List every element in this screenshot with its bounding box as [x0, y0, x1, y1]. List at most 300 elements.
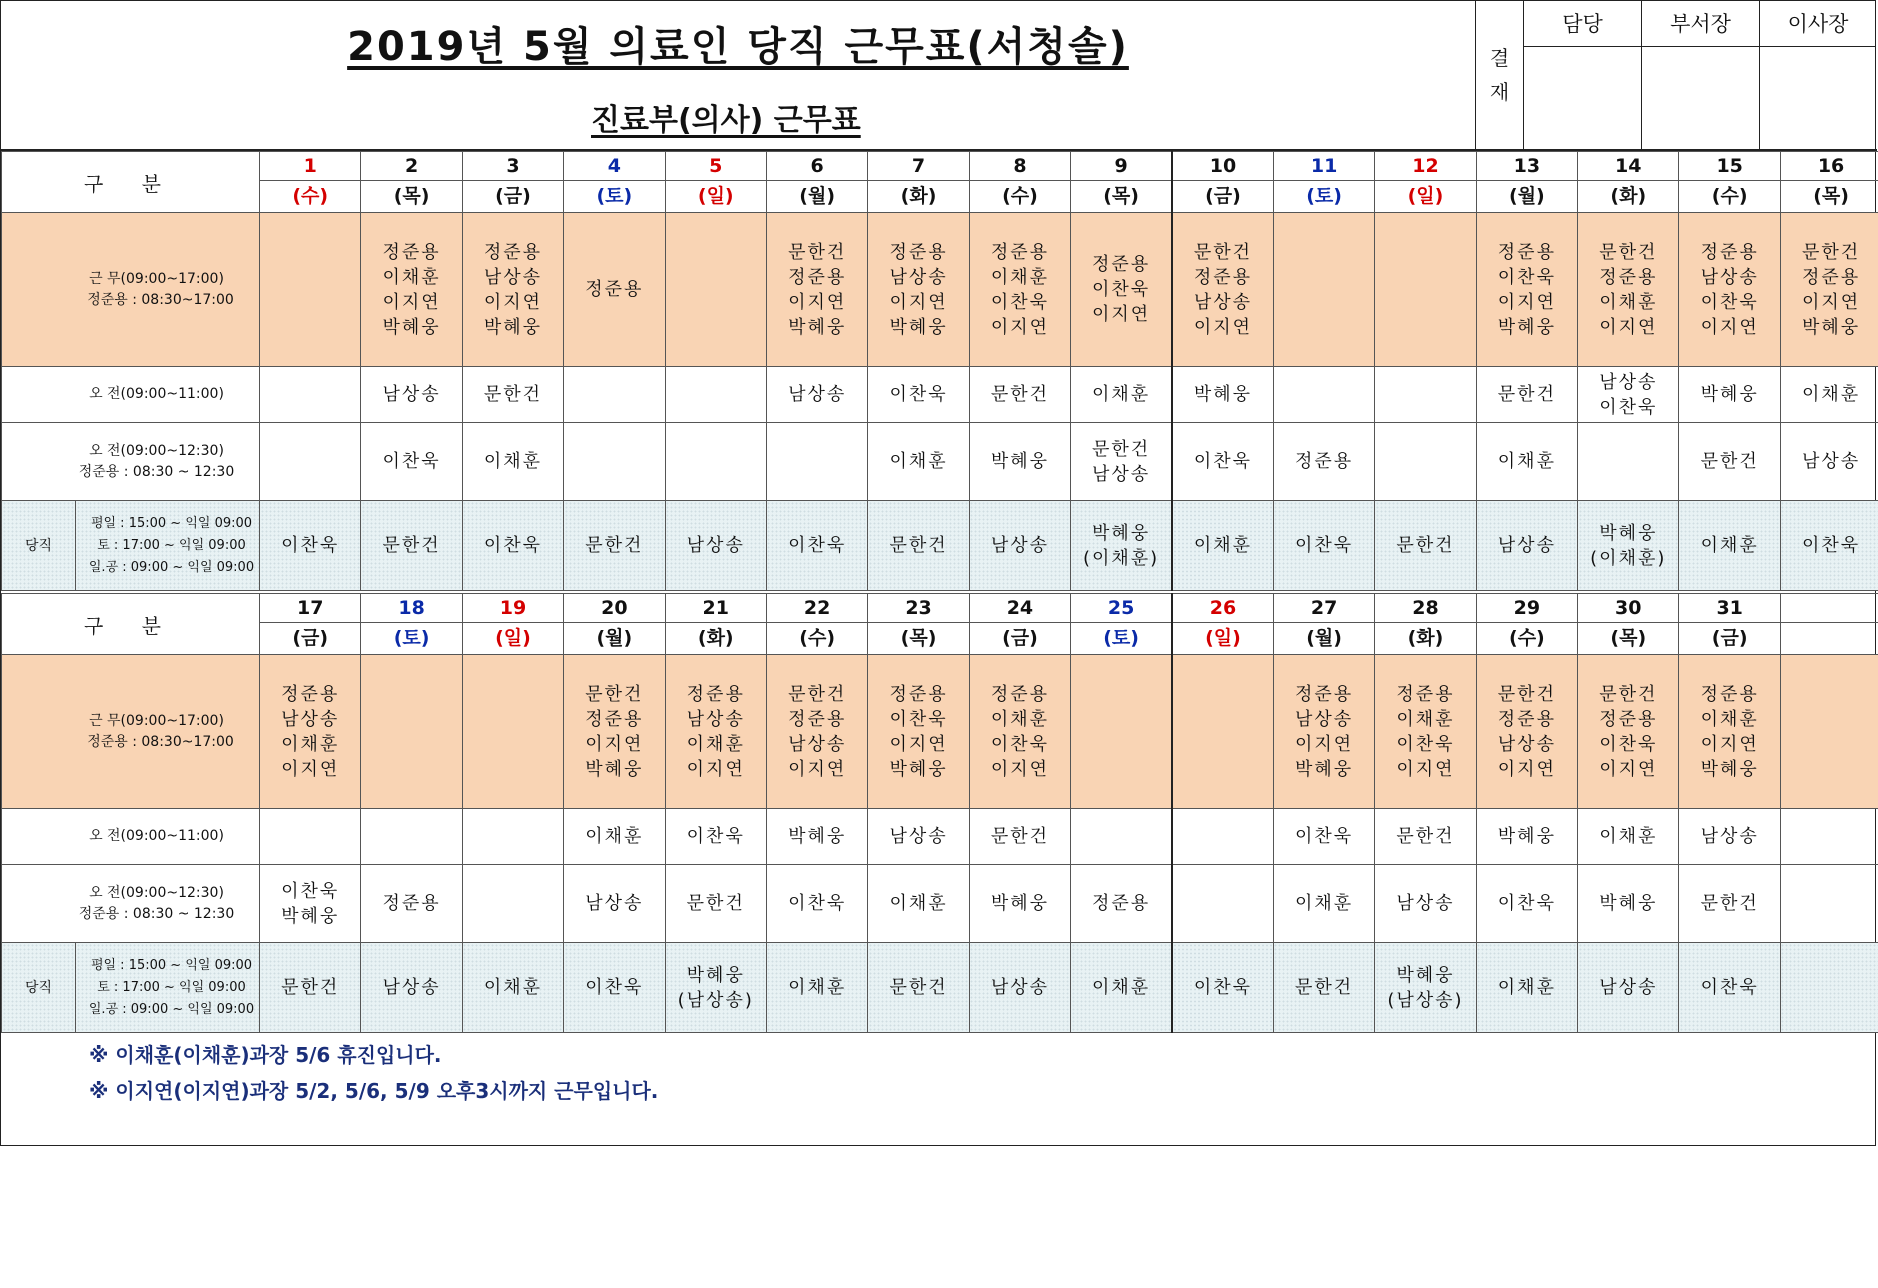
staff-name: (이채훈) — [1082, 547, 1160, 569]
schedule-cell[interactable] — [462, 865, 563, 943]
schedule-cell[interactable] — [1578, 943, 1679, 1033]
weekday-row — [2, 181, 1878, 213]
schedule-cell[interactable] — [665, 367, 766, 423]
staff-name: 박혜웅 — [1599, 522, 1658, 544]
staff-name: 박혜웅 — [1193, 384, 1253, 405]
day-number: 20 — [564, 594, 665, 623]
staff-name: 박혜웅 — [1599, 893, 1658, 914]
staff-name: 이채훈 — [788, 977, 847, 998]
day-number: 11 — [1273, 152, 1374, 181]
staff-name: 문한건 — [281, 977, 340, 998]
day-number — [1780, 594, 1878, 623]
schedule-cell[interactable] — [1273, 865, 1374, 943]
morning1-hours: 오 전(09:00~11:00) — [89, 386, 224, 402]
staff-name: 정준용 — [686, 683, 745, 705]
schedule-cell[interactable] — [1273, 655, 1374, 809]
schedule-cell[interactable] — [868, 865, 969, 943]
staff-name: 남상송 — [788, 733, 847, 755]
staff-name: 이지연 — [788, 758, 847, 780]
morning1-label — [2, 809, 260, 865]
staff-name: 정준용 — [1599, 266, 1658, 288]
schedule-cell[interactable] — [766, 865, 867, 943]
staff-name: 남상송 — [382, 384, 441, 405]
schedule-cell[interactable] — [260, 943, 361, 1033]
schedule-cell[interactable] — [361, 367, 462, 423]
day-number: 1 — [260, 152, 361, 181]
schedule-cell[interactable] — [1578, 213, 1679, 367]
staff-name: 이찬욱 — [1599, 396, 1658, 418]
duty-times — [76, 943, 260, 1033]
staff-name: 박혜웅 — [1497, 316, 1556, 338]
schedule-cell[interactable] — [1375, 943, 1476, 1033]
schedule-cell[interactable] — [1780, 655, 1878, 809]
schedule-cell[interactable] — [665, 501, 766, 591]
page-subtitle: 진료부(의사) 근무표 — [591, 103, 861, 138]
staff-name: 이채훈 — [1599, 826, 1658, 847]
schedule-cell[interactable] — [969, 943, 1070, 1033]
staff-name: 정준용 — [889, 683, 948, 705]
staff-name: 박혜웅 — [990, 451, 1050, 472]
staff-name: 이지연 — [889, 733, 948, 755]
staff-name: 남상송 — [1801, 451, 1861, 472]
schedule-cell[interactable] — [766, 367, 867, 423]
staff-name: (남상송) — [677, 989, 754, 1011]
day-number: 2 — [361, 152, 462, 181]
schedule-cell[interactable] — [1578, 809, 1679, 865]
header-area — [1, 1, 1475, 151]
schedule-cell[interactable] — [1172, 501, 1273, 591]
staff-name: 박혜웅 — [1700, 384, 1759, 405]
schedule-cell[interactable] — [868, 943, 969, 1033]
schedule-cell[interactable] — [1071, 501, 1172, 591]
staff-name: 문한건 — [1091, 438, 1151, 460]
staff-name: 박혜웅 — [1700, 758, 1759, 780]
weekday: (토) — [1273, 181, 1374, 213]
staff-name: 이지연 — [1599, 316, 1658, 338]
schedule-cell[interactable] — [1679, 865, 1780, 943]
duty-time-line: 일.공 : 09:00 ~ 익일 09:00 — [88, 1001, 255, 1017]
schedule-cell[interactable] — [564, 501, 665, 591]
schedule-cell[interactable] — [1172, 943, 1273, 1033]
schedule-cell[interactable] — [564, 943, 665, 1033]
schedule-cell[interactable] — [665, 943, 766, 1033]
schedule-cell[interactable] — [260, 213, 361, 367]
staff-name: 이찬욱 — [1700, 291, 1759, 313]
schedule-cell[interactable] — [665, 213, 766, 367]
staff-name: 문한건 — [1497, 384, 1556, 405]
schedule-cell[interactable] — [1071, 367, 1172, 423]
staff-name: 문한건 — [1599, 241, 1658, 263]
morning2-label — [2, 865, 260, 943]
staff-name: 박혜웅 — [990, 893, 1050, 914]
schedule-cell[interactable] — [665, 423, 766, 501]
schedule-cell[interactable] — [969, 423, 1070, 501]
staff-name: 남상송 — [1091, 463, 1151, 485]
staff-name: 이찬욱 — [788, 893, 847, 914]
staff-name: 정준용 — [1295, 683, 1354, 705]
schedule-cell[interactable] — [969, 865, 1070, 943]
schedule-cell[interactable] — [1578, 423, 1679, 501]
schedule-cell[interactable] — [1071, 423, 1172, 501]
day-number: 18 — [361, 594, 462, 623]
schedule-cell[interactable] — [1679, 423, 1780, 501]
staff-name: 정준용 — [1193, 266, 1253, 288]
schedule-cell[interactable] — [1172, 865, 1273, 943]
schedule-cell[interactable] — [564, 213, 665, 367]
schedule-cell[interactable] — [361, 213, 462, 367]
staff-name: 정준용 — [788, 708, 847, 730]
note-item: ※ 이지연(이지연)과장 5/2, 5/6, 5/9 오후3시까지 근무입니다. — [89, 1079, 659, 1103]
gubun-label: 구 분 — [2, 152, 260, 213]
schedule-cell[interactable] — [1273, 367, 1374, 423]
staff-name: 문한건 — [1193, 241, 1253, 263]
weekday: (토) — [1071, 623, 1172, 655]
staff-name: 박혜웅 — [1801, 316, 1861, 338]
schedule-cell[interactable] — [1679, 501, 1780, 591]
staff-name: 이채훈 — [1497, 451, 1556, 472]
morning-row-1 — [2, 809, 1878, 865]
schedule-cell[interactable] — [1476, 367, 1577, 423]
schedule-cell[interactable] — [1780, 501, 1878, 591]
staff-name: 남상송 — [1599, 977, 1658, 998]
schedule-cell[interactable] — [361, 655, 462, 809]
schedule-cell[interactable] — [1172, 367, 1273, 423]
schedule-cell[interactable] — [361, 809, 462, 865]
staff-name: 이채훈 — [1700, 535, 1759, 556]
approval-col-chairman[interactable]: 이사장 — [1760, 1, 1876, 149]
staff-name: 이지연 — [1396, 758, 1455, 780]
schedule-cell[interactable] — [1780, 213, 1878, 367]
staff-name: 박혜웅 — [483, 316, 543, 338]
schedule-cell[interactable] — [969, 655, 1070, 809]
schedule-cell[interactable] — [462, 367, 563, 423]
weekday: (월) — [564, 623, 665, 655]
staff-name: 이찬욱 — [990, 733, 1050, 755]
schedule-cell[interactable] — [1780, 943, 1878, 1033]
schedule-cell[interactable] — [766, 213, 867, 367]
staff-name: 박혜웅 — [382, 316, 441, 338]
staff-name: 문한건 — [1700, 893, 1759, 914]
staff-name: 이채훈 — [281, 733, 340, 755]
staff-name: 남상송 — [382, 977, 441, 998]
schedule-cell[interactable] — [1273, 501, 1374, 591]
schedule-cell[interactable] — [361, 423, 462, 501]
schedule-cell[interactable] — [766, 943, 867, 1033]
schedule-cell[interactable] — [1375, 501, 1476, 591]
schedule-cell[interactable] — [564, 367, 665, 423]
schedule-cell[interactable] — [564, 809, 665, 865]
schedule-cell[interactable] — [1071, 865, 1172, 943]
weekday: (토) — [564, 181, 665, 213]
gubun-label: 구 분 — [2, 594, 260, 655]
schedule-cell[interactable] — [564, 655, 665, 809]
work-row-label — [2, 213, 260, 367]
staff-name: (남상송) — [1387, 989, 1464, 1011]
schedule-cell[interactable] — [665, 809, 766, 865]
schedule-cell[interactable] — [1273, 423, 1374, 501]
staff-name: 이찬욱 — [1801, 535, 1861, 556]
staff-name: 이지연 — [1193, 316, 1253, 338]
schedule-cell[interactable] — [868, 501, 969, 591]
staff-name: 문한건 — [889, 977, 948, 998]
schedule-cell[interactable] — [1476, 655, 1577, 809]
schedule-cell[interactable] — [361, 501, 462, 591]
day-number: 17 — [260, 594, 361, 623]
staff-name: 이지연 — [990, 316, 1050, 338]
duty-label: 당직 — [2, 943, 76, 1033]
staff-name: 문한건 — [1396, 535, 1455, 556]
schedule-cell[interactable] — [766, 655, 867, 809]
schedule-cell[interactable] — [969, 213, 1070, 367]
weekday: (수) — [1679, 181, 1780, 213]
schedule-cell[interactable] — [1375, 213, 1476, 367]
schedule-cell[interactable] — [462, 809, 563, 865]
morning1-hours: 오 전(09:00~11:00) — [89, 828, 224, 844]
schedule-cell[interactable] — [462, 423, 563, 501]
schedule-cell[interactable] — [260, 865, 361, 943]
duty-row — [2, 501, 1878, 591]
staff-name: 박혜웅 — [1091, 522, 1151, 544]
staff-name: 이채훈 — [889, 451, 948, 472]
schedule-cell[interactable] — [1172, 809, 1273, 865]
weekday: (일) — [1375, 181, 1476, 213]
schedule-cell[interactable] — [868, 367, 969, 423]
duty-row — [2, 943, 1878, 1033]
schedule-cell[interactable] — [1679, 943, 1780, 1033]
work-hours-label: 근 무(09:00~17:00) — [89, 712, 224, 729]
schedule-cell[interactable] — [1780, 809, 1878, 865]
staff-name: 남상송 — [1193, 291, 1253, 313]
staff-name: 박혜웅 — [889, 316, 948, 338]
staff-name: 이찬욱 — [788, 535, 847, 556]
staff-name: 남상송 — [281, 708, 340, 730]
day-number: 24 — [969, 594, 1070, 623]
morning2-hours: 오 전(09:00~12:30) — [89, 442, 224, 459]
schedule-cell[interactable] — [1071, 809, 1172, 865]
staff-name: 이찬욱 — [1091, 279, 1151, 300]
schedule-cell[interactable] — [1578, 865, 1679, 943]
staff-name: 이지연 — [889, 291, 948, 313]
day-number: 4 — [564, 152, 665, 181]
weekday: (일) — [1172, 623, 1273, 655]
weekday: (수) — [766, 623, 867, 655]
schedule-cell[interactable] — [462, 213, 563, 367]
staff-name: 이찬욱 — [585, 977, 644, 998]
schedule-cell[interactable] — [969, 501, 1070, 591]
week-table-2 — [1, 593, 1878, 1033]
schedule-cell[interactable] — [564, 423, 665, 501]
staff-name: 정준용 — [788, 266, 847, 288]
schedule-cell[interactable] — [1780, 367, 1878, 423]
staff-name: 이찬욱 — [1497, 893, 1556, 914]
schedule-cell[interactable] — [868, 213, 969, 367]
weekday: (일) — [665, 181, 766, 213]
approval-box — [1475, 1, 1877, 151]
staff-name: 정준용 — [585, 279, 644, 300]
weekday — [1780, 623, 1878, 655]
schedule-cell[interactable] — [1679, 655, 1780, 809]
schedule-cell[interactable] — [1273, 943, 1374, 1033]
weekday: (화) — [1578, 181, 1679, 213]
staff-name: 남상송 — [1599, 371, 1658, 393]
schedule-cell[interactable] — [462, 501, 563, 591]
staff-name: 이채훈 — [1497, 977, 1556, 998]
staff-name: 박혜웅 — [889, 758, 948, 780]
weekday: (토) — [361, 623, 462, 655]
schedule-cell[interactable] — [766, 501, 867, 591]
staff-name: 이지연 — [1700, 733, 1759, 755]
staff-name: 정준용 — [1396, 683, 1455, 705]
schedule-cell[interactable] — [1780, 423, 1878, 501]
staff-name: 문한건 — [788, 683, 847, 705]
weekday: (금) — [969, 623, 1070, 655]
staff-name: 문한건 — [990, 384, 1050, 405]
schedule-cell[interactable] — [665, 865, 766, 943]
schedule-cell[interactable] — [1375, 367, 1476, 423]
schedule-cell[interactable] — [1375, 809, 1476, 865]
staff-name: 박혜웅 — [1497, 826, 1556, 847]
staff-name: 문한건 — [1295, 977, 1354, 998]
duty-time-line: 토 : 17:00 ~ 익일 09:00 — [97, 537, 246, 553]
staff-name: 남상송 — [483, 266, 543, 288]
schedule-cell[interactable] — [1071, 943, 1172, 1033]
staff-name: 이채훈 — [483, 451, 543, 472]
staff-name: 이채훈 — [1193, 535, 1253, 556]
schedule-cell[interactable] — [1679, 213, 1780, 367]
schedule-cell[interactable] — [1476, 423, 1577, 501]
staff-name: 문한건 — [1700, 451, 1759, 472]
schedule-cell[interactable] — [1578, 501, 1679, 591]
schedule-cell[interactable] — [361, 865, 462, 943]
schedule-cell[interactable] — [462, 655, 563, 809]
staff-name: 박혜웅 — [686, 964, 745, 986]
weekday: (금) — [260, 623, 361, 655]
schedule-cell[interactable] — [462, 943, 563, 1033]
approval-col-staff[interactable]: 담당 — [1524, 1, 1642, 149]
schedule-cell[interactable] — [1375, 423, 1476, 501]
day-number: 6 — [766, 152, 867, 181]
staff-name: 이찬욱 — [1599, 733, 1658, 755]
approval-col-dept-head[interactable]: 부서장 — [1642, 1, 1760, 149]
schedule-cell[interactable] — [260, 655, 361, 809]
schedule-cell[interactable] — [868, 655, 969, 809]
staff-name: 정준용 — [990, 683, 1050, 705]
staff-name: 남상송 — [1700, 826, 1759, 847]
schedule-cell[interactable] — [361, 943, 462, 1033]
schedule-cell[interactable] — [260, 423, 361, 501]
schedule-cell[interactable] — [1476, 865, 1577, 943]
weekday: (금) — [1679, 623, 1780, 655]
staff-name: 이채훈 — [1396, 708, 1455, 730]
morning2-exception: 정준용 : 08:30 ~ 12:30 — [78, 905, 235, 922]
schedule-cell[interactable] — [1375, 655, 1476, 809]
staff-name: 남상송 — [889, 826, 948, 847]
staff-name: 정준용 — [1091, 893, 1151, 914]
schedule-cell[interactable] — [1476, 213, 1577, 367]
schedule-cell[interactable] — [1071, 213, 1172, 367]
schedule-cell[interactable] — [1578, 367, 1679, 423]
schedule-cell[interactable] — [1578, 655, 1679, 809]
staff-name: 남상송 — [990, 977, 1050, 998]
staff-name: 이채훈 — [889, 893, 948, 914]
staff-name: 문한건 — [585, 535, 644, 556]
work-row-label — [2, 655, 260, 809]
work-hours-exception: 정준용 : 08:30~17:00 — [87, 291, 234, 308]
staff-name: 이채훈 — [585, 826, 644, 847]
day-number: 5 — [665, 152, 766, 181]
schedule-cell[interactable] — [868, 423, 969, 501]
week-table-1 — [1, 151, 1878, 591]
schedule-cell[interactable] — [564, 865, 665, 943]
staff-name: 이찬욱 — [483, 535, 543, 556]
schedule-cell[interactable] — [1476, 501, 1577, 591]
schedule-cell[interactable] — [260, 501, 361, 591]
schedule-cell[interactable] — [1172, 655, 1273, 809]
weekday: (화) — [1375, 623, 1476, 655]
day-number: 22 — [766, 594, 867, 623]
schedule-cell[interactable] — [665, 655, 766, 809]
staff-name: 남상송 — [1497, 535, 1556, 556]
weekday: (수) — [969, 181, 1070, 213]
schedule-cell[interactable] — [969, 367, 1070, 423]
staff-name: 정준용 — [281, 683, 340, 705]
schedule-cell[interactable] — [1679, 809, 1780, 865]
morning2-exception: 정준용 : 08:30 ~ 12:30 — [78, 463, 235, 480]
staff-name: 문한건 — [686, 893, 745, 914]
staff-name: 문한건 — [1599, 683, 1658, 705]
schedule-cell[interactable] — [260, 809, 361, 865]
schedule-cell[interactable] — [1679, 367, 1780, 423]
schedule-cell[interactable] — [1476, 943, 1577, 1033]
schedule-cell[interactable] — [1172, 423, 1273, 501]
schedule-cell[interactable] — [766, 809, 867, 865]
schedule-cell[interactable] — [766, 423, 867, 501]
staff-name: 정준용 — [1599, 708, 1658, 730]
day-number: 7 — [868, 152, 969, 181]
staff-name: 이채훈 — [1295, 893, 1354, 914]
staff-name: 이지연 — [1497, 758, 1556, 780]
schedule-cell[interactable] — [260, 367, 361, 423]
schedule-cell[interactable] — [969, 809, 1070, 865]
schedule-cell[interactable] — [1273, 809, 1374, 865]
schedule-cell[interactable] — [1780, 865, 1878, 943]
staff-name: 이찬욱 — [1700, 977, 1759, 998]
staff-name: 이채훈 — [990, 708, 1050, 730]
day-number: 15 — [1679, 152, 1780, 181]
schedule-cell[interactable] — [1476, 809, 1577, 865]
staff-name: 이지연 — [1599, 758, 1658, 780]
weekday: (목) — [1780, 181, 1878, 213]
day-number: 16 — [1780, 152, 1878, 181]
staff-name: 이지연 — [990, 758, 1050, 780]
schedule-cell[interactable] — [1071, 655, 1172, 809]
day-number: 31 — [1679, 594, 1780, 623]
morning1-label — [2, 367, 260, 423]
schedule-cell[interactable] — [1273, 213, 1374, 367]
weekday-row — [2, 623, 1878, 655]
schedule-cell[interactable] — [1172, 213, 1273, 367]
staff-name: 정준용 — [1700, 683, 1759, 705]
day-number: 3 — [462, 152, 563, 181]
staff-name: 문한건 — [1396, 826, 1455, 847]
duty-label: 당직 — [2, 501, 76, 591]
staff-name: 정준용 — [585, 708, 644, 730]
schedule-cell[interactable] — [868, 809, 969, 865]
day-number: 9 — [1071, 152, 1172, 181]
schedule-cell[interactable] — [1375, 865, 1476, 943]
staff-name: 정준용 — [1091, 254, 1151, 275]
day-number-row — [2, 152, 1878, 181]
